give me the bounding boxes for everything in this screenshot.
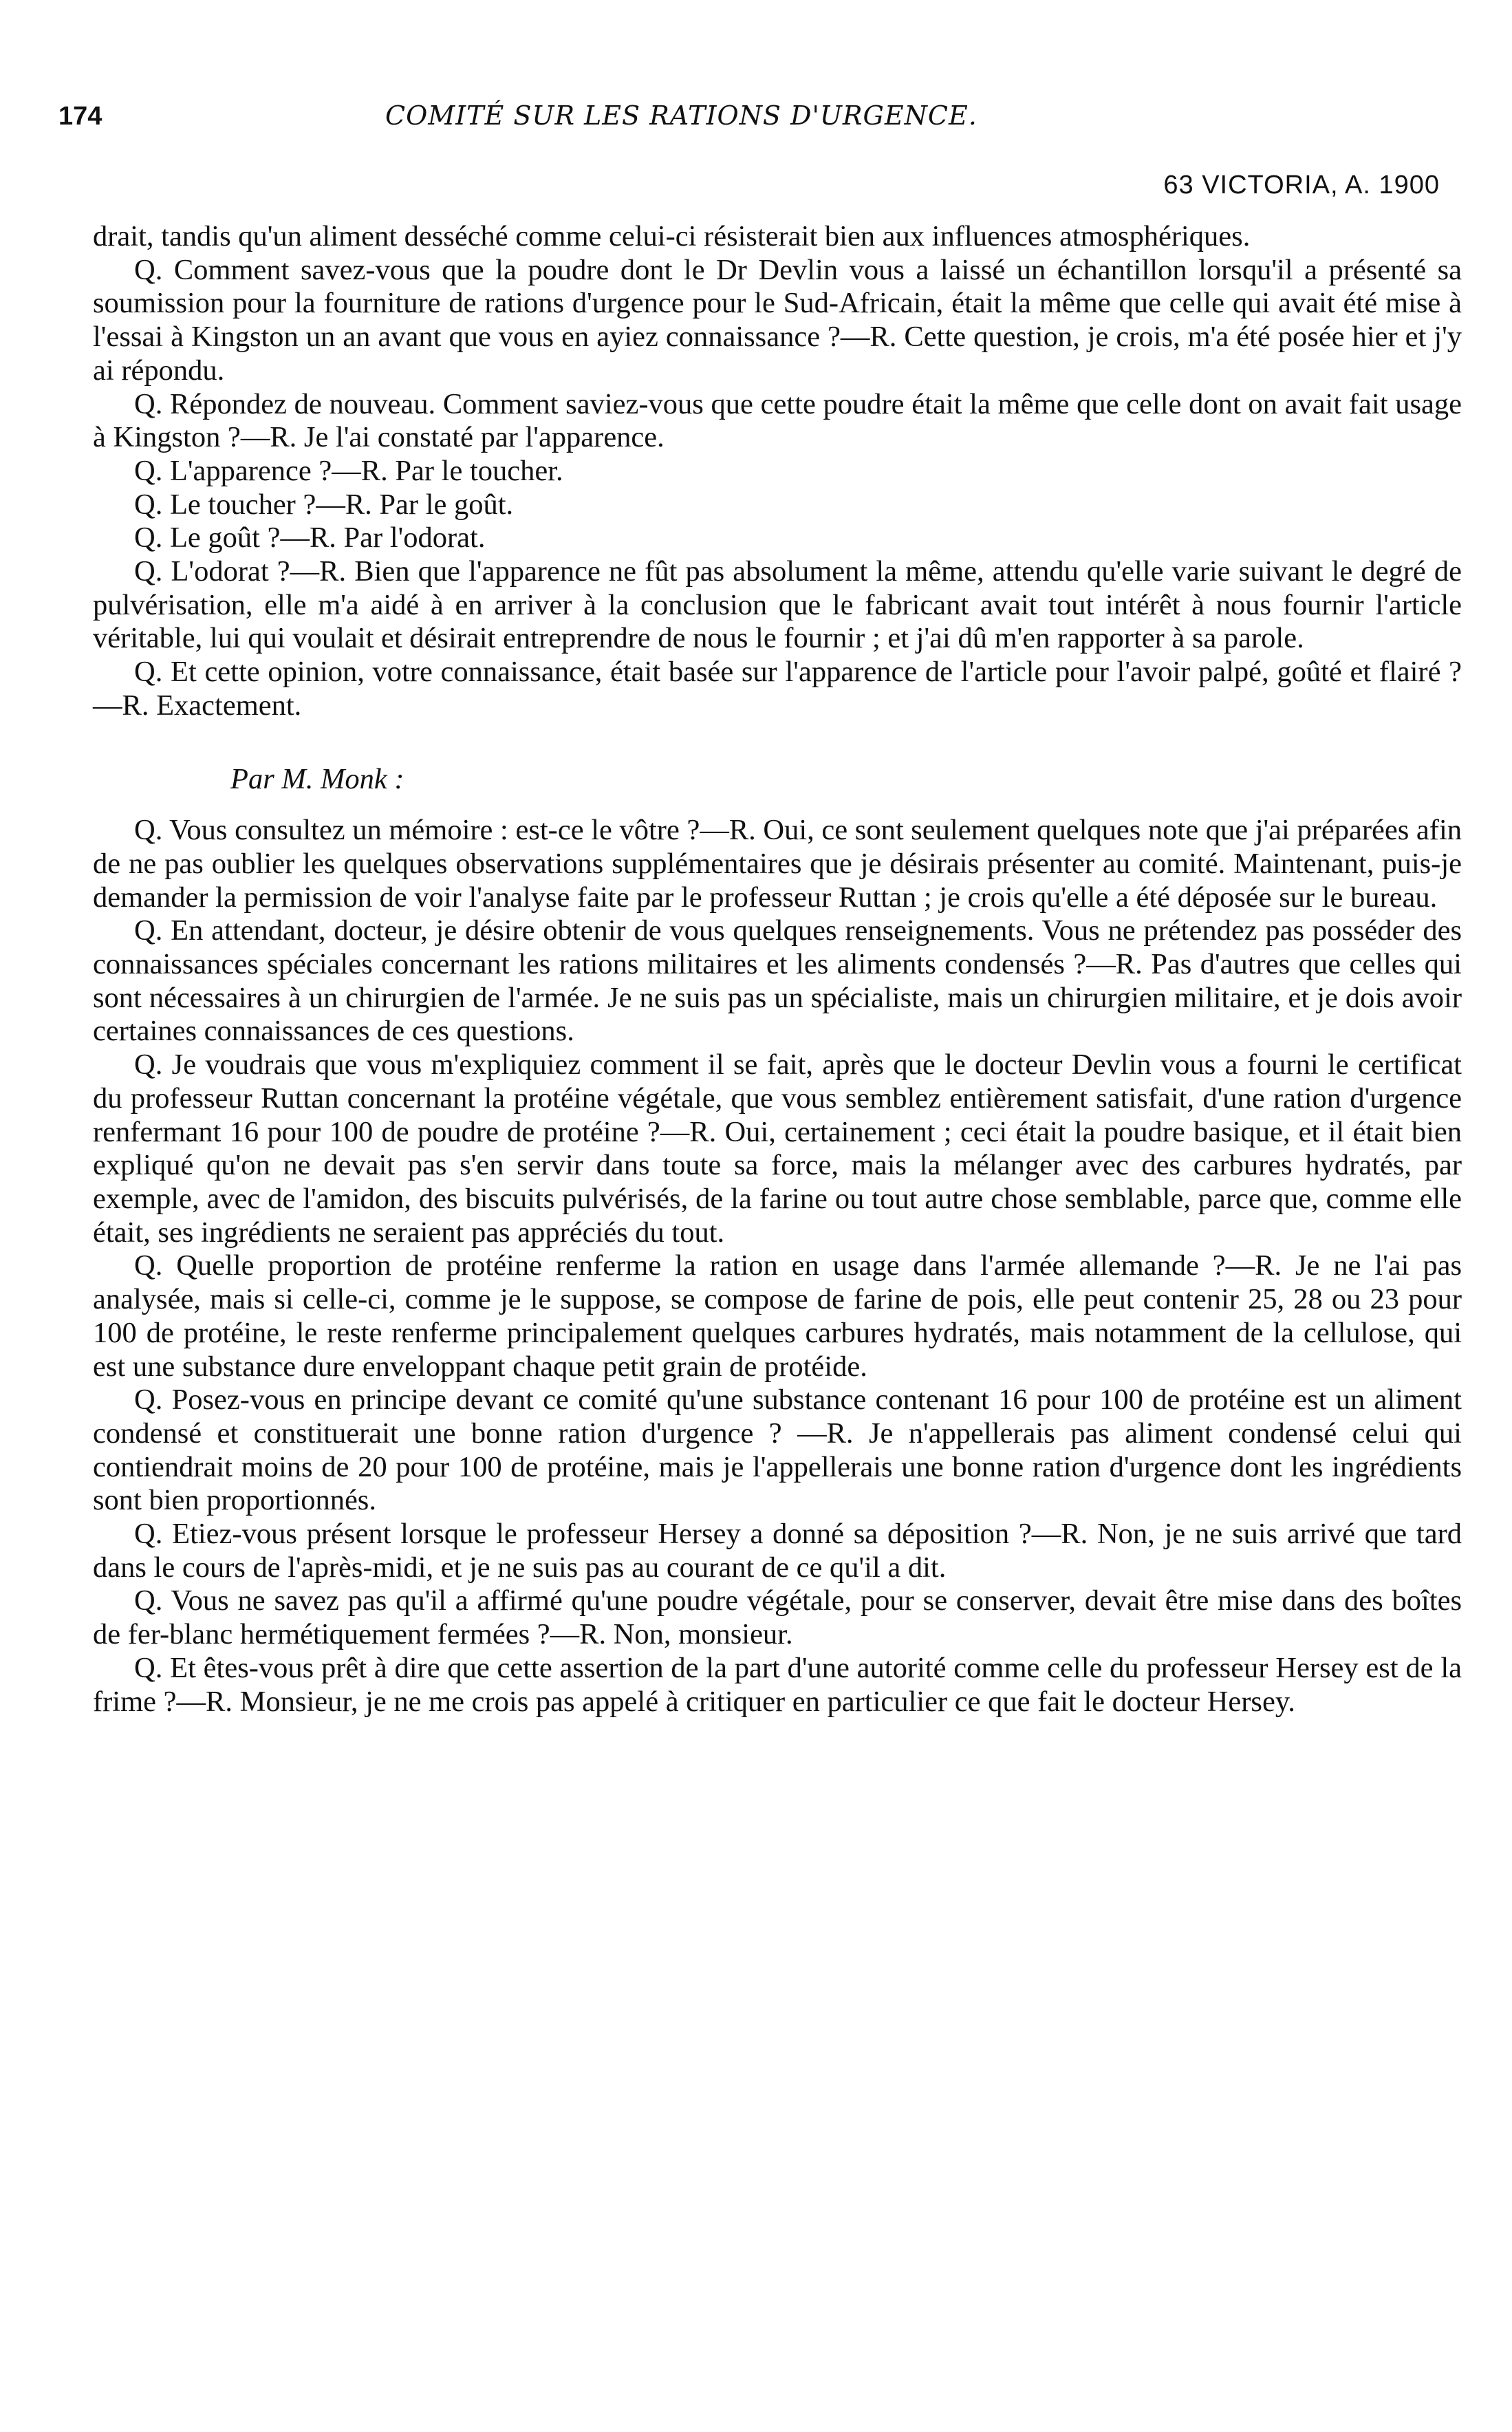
paragraph: Q. L'odorat ?—R. Bien que l'apparence ne fût pas absolument la même, attendu qu'elle varie suivant le degré de pulvérisation, elle m'a aidé à en arriver à la conclusion que le fabricant avait tout intérêt à nous fournir l'article véritable, lui qui voulait et désirait entreprendre de nous le fournir ; et j'ai dû m'en rapporter à sa parole. [93,555,1462,655]
paragraph: Q. Vous consultez un mémoire : est-ce le vôtre ?—R. Oui, ce sont seulement quelques note que j'ai préparées afin de ne pas oublier les quelques observations supplémentaires que je désirais présenter au comité. Maintenant, puis-je demander la permission de voir l'analyse faite par le professeur Ruttan ; je crois qu'elle a été déposée sur le bureau. [93,814,1462,914]
running-title: COMITÉ SUR LES RATIONS D'URGENCE. [385,100,978,131]
section-heading: Par M. Monk : [230,762,404,795]
body-text [93,220,1462,1719]
paragraph: Q. Le goût ?—R. Par l'odorat. [134,521,486,555]
paragraph: Q. Et êtes-vous prêt à dire que cette assertion de la part d'une autorité comme celle du professeur Hersey est de la frime ?—R. Monsieur, je ne me crois pas appelé à critiquer en particulier ce que fait le docteur Hersey. [93,1651,1462,1718]
paragraph: drait, tandis qu'un aliment desséché comme celui-ci résisterait bien aux influences atmosphériques. [93,220,1251,252]
paragraph: Q. L'apparence ?—R. Par le toucher. [134,454,563,487]
paragraph: Q. Et cette opinion, votre connaissance, était basée sur l'apparence de l'article pour l'avoir palpé, goûté et flairé ?—R. Exactement. [93,656,1462,722]
page-number: 174 [58,102,102,131]
paragraph: Q. Répondez de nouveau. Comment saviez-vous que cette poudre était la même que celle dont on avait fait usage à Kingston ?—R. Je l'ai constaté par l'apparence. [93,387,1462,454]
paragraph: Q. Vous ne savez pas qu'il a affirmé qu'une poudre végétale, pour se conserver, devait être mise dans des boîtes de fer-blanc hermétiquement fermées ?—R. Non, monsieur. [93,1584,1462,1651]
paragraph: Q. Le toucher ?—R. Par le goût. [134,488,514,521]
paragraph: Q. Je voudrais que vous m'expliquiez comment il se fait, après que le docteur Devlin vous a fourni le certificat du professeur Ruttan concernant la protéine végétale, que vous semblez entièrement satisfait, d'une ration d'urgence renfermant 16 pour 100 de poudre de protéine ?—R. Oui, certainement ; ceci était la poudre basique, et il était bien expliqué qu'on ne devait pas s'en servir dans toute sa force, mais la mélanger avec des carbures hydratés, par exemple, avec de l'amidon, des biscuits pulvérisés, de la farine ou tout autre chose semblable, parce que, comme elle était, ses ingrédients ne seraient pas appréciés du tout. [93,1048,1462,1249]
paragraph: Q. Etiez-vous présent lorsque le professeur Hersey a donné sa déposition ?—R. Non, je ne suis arrivé que tard dans le cours de l'après-midi, et je ne suis pas au courant de ce qu'il a dit. [93,1518,1462,1584]
paragraph: Q. Comment savez-vous que la poudre dont le Dr Devlin vous a laissé un échantillon lorsqu'il a présenté sa soumission pour la fourniture de rations d'urgence pour le Sud-Africain, était la même que celle qui avait été mise à l'essai à Kingston un an avant que vous en ayiez connaissance ?—R. Cette question, je crois, m'a été posée hier et j'y ai répondu. [93,253,1462,387]
paragraph: Q. Quelle proportion de protéine renferme la ration en usage dans l'armée allemande ?—R. Je ne l'ai pas analysée, mais si celle-ci, comme je le suppose, se compose de farine de pois, elle peut contenir 25, 28 ou 23 pour 100 de protéine, le reste renferme principalement quelques carbures hydratés, mais notamment de la cellulose, qui est une substance dure enveloppant chaque petit grain de protéide. [93,1249,1462,1383]
paragraph: Q. En attendant, docteur, je désire obtenir de vous quelques renseignements. Vous ne prétendez pas posséder des connaissances spéciales concernant les rations militaires et les aliments condensés ?—R. Pas d'autres que celles qui sont nécessaires à un chirurgien de l'armée. Je ne suis pas un spécialiste, mais un chirurgien militaire, et je dois avoir certaines connaissances de ces questions. [93,914,1462,1048]
paragraph: Q. Posez-vous en principe devant ce comité qu'une substance contenant 16 pour 100 de protéine est un aliment condensé et constituerait une bonne ration d'urgence ? —R. Je n'appellerais pas aliment condensé celui qui contiendrait moins de 20 pour 100 de protéine, mais je l'appellerais une bonne ration d'urgence dont les ingrédients sont bien proportionnés. [93,1384,1462,1517]
session-reference: 63 VICTORIA, A. 1900 [1163,171,1440,200]
